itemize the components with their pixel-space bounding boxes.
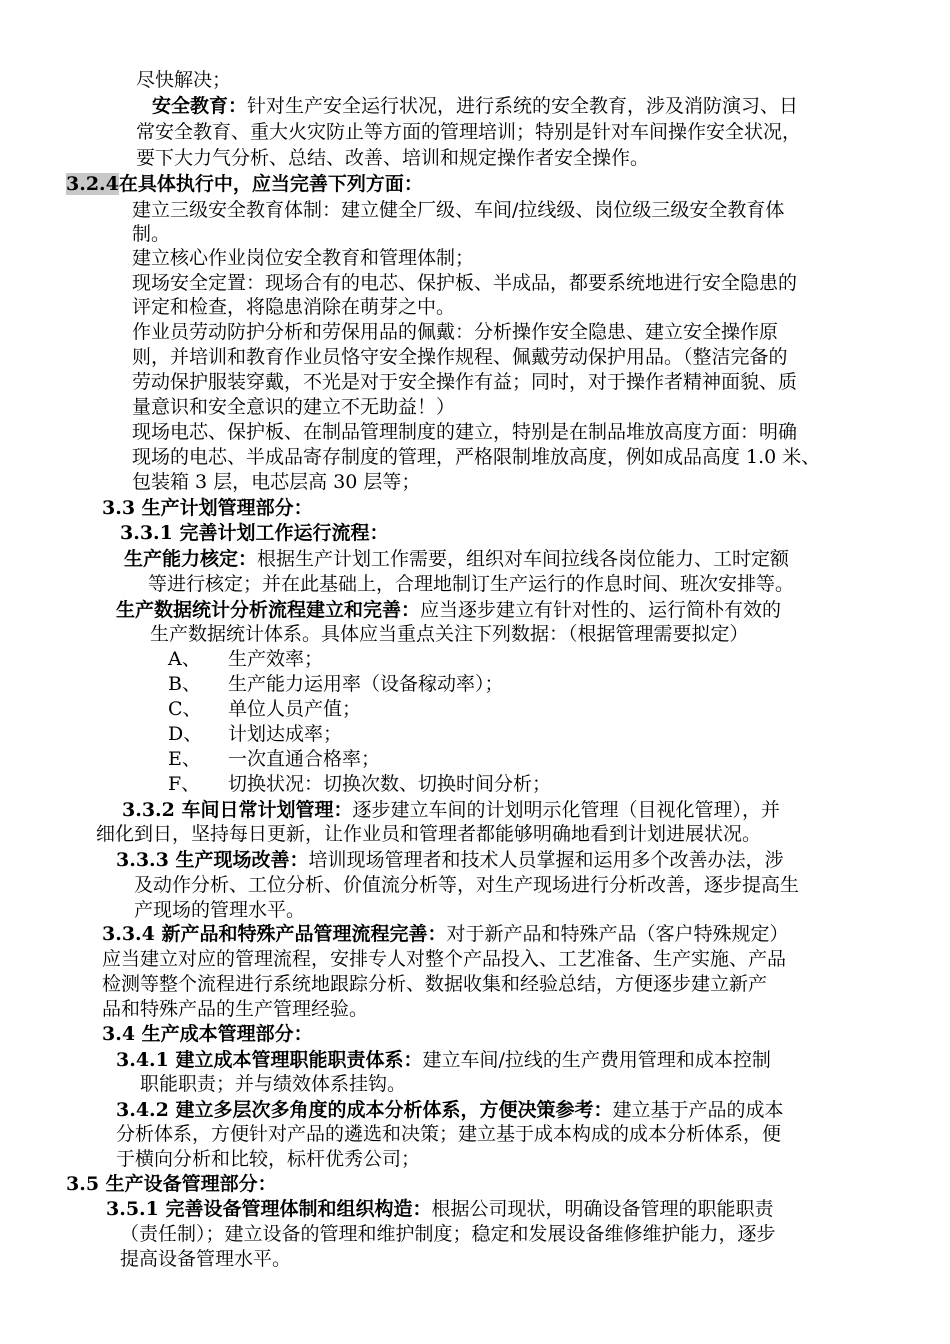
label-statistics: 生产数据统计分析流程建立和完善： — [116, 599, 421, 621]
label-3-4-2: 3.4.2 建立多层次多角度的成本分析体系，方便决策参考： — [116, 1099, 613, 1121]
text-line: 要下大力气分析、总结、改善、培训和规定操作者安全操作。 — [136, 147, 650, 169]
text-span: 对于新产品和特殊产品（客户特殊规定） — [446, 923, 789, 945]
text-line: 等进行核定；并在此基础上，合理地制订生产运行的作息时间、班次安排等。 — [148, 573, 795, 595]
section-heading-3-2-4 — [66, 172, 423, 196]
text-line: 及动作分析、工位分析、价值流分析等，对生产现场进行分析改善，逐步提高生 — [134, 874, 800, 896]
text-line: 应当建立对应的管理流程，安排专人对整个产品投入、工艺准备、生产实施、产品 — [102, 948, 787, 970]
text-line: 职能职责；并与绩效体系挂钩。 — [140, 1073, 407, 1095]
label-3-3-4: 3.3.4 新产品和特殊产品管理流程完善： — [102, 923, 447, 945]
list-item-letter: C、 — [168, 698, 202, 720]
section-number-highlight: 3.2.4 — [66, 173, 119, 195]
text-line: 品和特殊产品的生产管理经验。 — [102, 998, 369, 1020]
list-item — [168, 697, 361, 721]
text-span: 培训现场管理者和技术人员掌握和运用多个改善办法，涉 — [308, 849, 784, 871]
section-heading-3-5: 3.5 生产设备管理部分： — [66, 1173, 277, 1195]
text-line: 分析体系，方便针对产品的遴选和决策；建立基于成本构成的成本分析体系，便 — [116, 1123, 782, 1145]
text-line: 制。 — [132, 223, 171, 245]
subsection-heading-3-3-1: 3.3.1 完善计划工作运行流程： — [120, 522, 389, 544]
section-heading-3-3: 3.3 生产计划管理部分： — [102, 497, 313, 519]
text-span: 建立基于产品的成本 — [612, 1099, 784, 1121]
text-line: 常安全教育、重大火灾防止等方面的管理培训；特别是针对车间操作安全状况， — [136, 121, 802, 143]
paragraph-3-3-4 — [102, 922, 789, 946]
text-line: 现场的电芯、半成品寄存制度的管理，严格限制堆放高度，例如成品高度 1.0 米、 — [132, 446, 821, 468]
paragraph-3-3-3 — [116, 848, 784, 872]
text-line: 作业员劳动防护分析和劳保用品的佩戴：分析操作安全隐患、建立安全操作原 — [132, 321, 779, 343]
list-item-letter: F、 — [168, 773, 201, 795]
text-line: 量意识和安全意识的建立不无助益！） — [132, 396, 456, 418]
section-heading-text: 在具体执行中，应当完善下列方面： — [118, 173, 423, 195]
list-item-text: 单位人员产值； — [228, 698, 362, 720]
text-span: 根据公司现状，明确设备管理的职能职责 — [431, 1198, 774, 1220]
list-item-text: 生产效率； — [228, 648, 324, 670]
paragraph-3-4-1 — [116, 1048, 771, 1072]
label-3-3-2: 3.3.2 车间日常计划管理： — [122, 799, 353, 821]
text-line: 尽快解决； — [136, 69, 232, 91]
text-line: 生产数据统计体系。具体应当重点关注下列数据：（根据管理需要拟定） — [150, 623, 749, 645]
text-span: 逐步建立车间的计划明示化管理（目视化管理），并 — [352, 799, 781, 821]
list-item-text: 计划达成率； — [228, 723, 343, 745]
text-line: 现场电芯、保护板、在制品管理制度的建立，特别是在制品堆放高度方面：明确 — [132, 421, 798, 443]
list-item — [168, 672, 504, 696]
text-line: 于横向分析和比较，标杆优秀公司； — [116, 1148, 421, 1170]
list-item-letter: D、 — [168, 723, 203, 745]
list-item-letter: A、 — [168, 648, 201, 670]
text-line: 产现场的管理水平。 — [134, 899, 306, 921]
list-item-text: 一次直通合格率； — [228, 748, 381, 770]
text-span: 针对生产安全运行状况，进行系统的安全教育，涉及消防演习、日 — [247, 95, 799, 117]
text-line: （责任制）；建立设备的管理和维护制度；稳定和发展设备维修维护能力，逐步 — [120, 1223, 776, 1245]
list-item-letter: B、 — [168, 673, 201, 695]
text-line: 包装箱 3 层，电芯层高 30 层等； — [132, 471, 421, 493]
text-span: 根据生产计划工作需要，组织对车间拉线各岗位能力、工时定额 — [257, 548, 790, 570]
label-capacity: 生产能力核定： — [124, 548, 258, 570]
list-item — [168, 747, 380, 771]
list-item — [168, 722, 342, 746]
list-item-text: 生产能力运用率（设备稼动率）； — [228, 673, 504, 695]
list-item-text: 切换状况：切换次数、切换时间分析； — [228, 773, 552, 795]
label-3-5-1: 3.5.1 完善设备管理体制和组织构造： — [106, 1198, 432, 1220]
label-safety-education: 安全教育： — [152, 95, 248, 117]
text-span: 应当逐步建立有针对性的、运行简朴有效的 — [420, 599, 782, 621]
paragraph-3-3-2 — [122, 798, 780, 822]
paragraph-3-4-2 — [116, 1098, 784, 1122]
list-item-letter: E、 — [168, 748, 201, 770]
paragraph-safety-education — [152, 94, 798, 118]
text-line: 检测等整个流程进行系统地跟踪分析、数据收集和经验总结，方便逐步建立新产 — [102, 973, 768, 995]
label-3-4-1: 3.4.1 建立成本管理职能职责体系： — [116, 1049, 423, 1071]
list-item — [168, 647, 323, 671]
text-line: 建立三级安全教育体制：建立健全厂级、车间/拉线级、岗位级三级安全教育体 — [132, 199, 785, 221]
paragraph-statistics — [116, 598, 781, 622]
paragraph-3-5-1 — [106, 1197, 774, 1221]
text-line: 细化到日，坚持每日更新，让作业员和管理者都能够明确地看到计划进展状况。 — [96, 823, 762, 845]
text-line: 评定和检查，将隐患消除在萌芽之中。 — [132, 296, 456, 318]
text-span: 建立车间/拉线的生产费用管理和成本控制 — [422, 1049, 771, 1071]
text-line: 建立核心作业岗位安全教育和管理体制； — [132, 247, 475, 269]
paragraph-capacity — [124, 547, 789, 571]
section-heading-3-4: 3.4 生产成本管理部分： — [102, 1023, 313, 1045]
label-3-3-3: 3.3.3 生产现场改善： — [116, 849, 309, 871]
text-line: 劳动保护服装穿戴，不光是对于安全操作有益；同时，对于操作者精神面貌、质 — [132, 371, 798, 393]
list-item — [168, 772, 551, 796]
text-line: 则，并培训和教育作业员恪守安全操作规程、佩戴劳动保护用品。（整洁完备的 — [132, 346, 788, 368]
text-line: 现场安全定置：现场合有的电芯、保护板、半成品，都要系统地进行安全隐患的 — [132, 272, 798, 294]
text-line: 提高设备管理水平。 — [120, 1248, 292, 1270]
